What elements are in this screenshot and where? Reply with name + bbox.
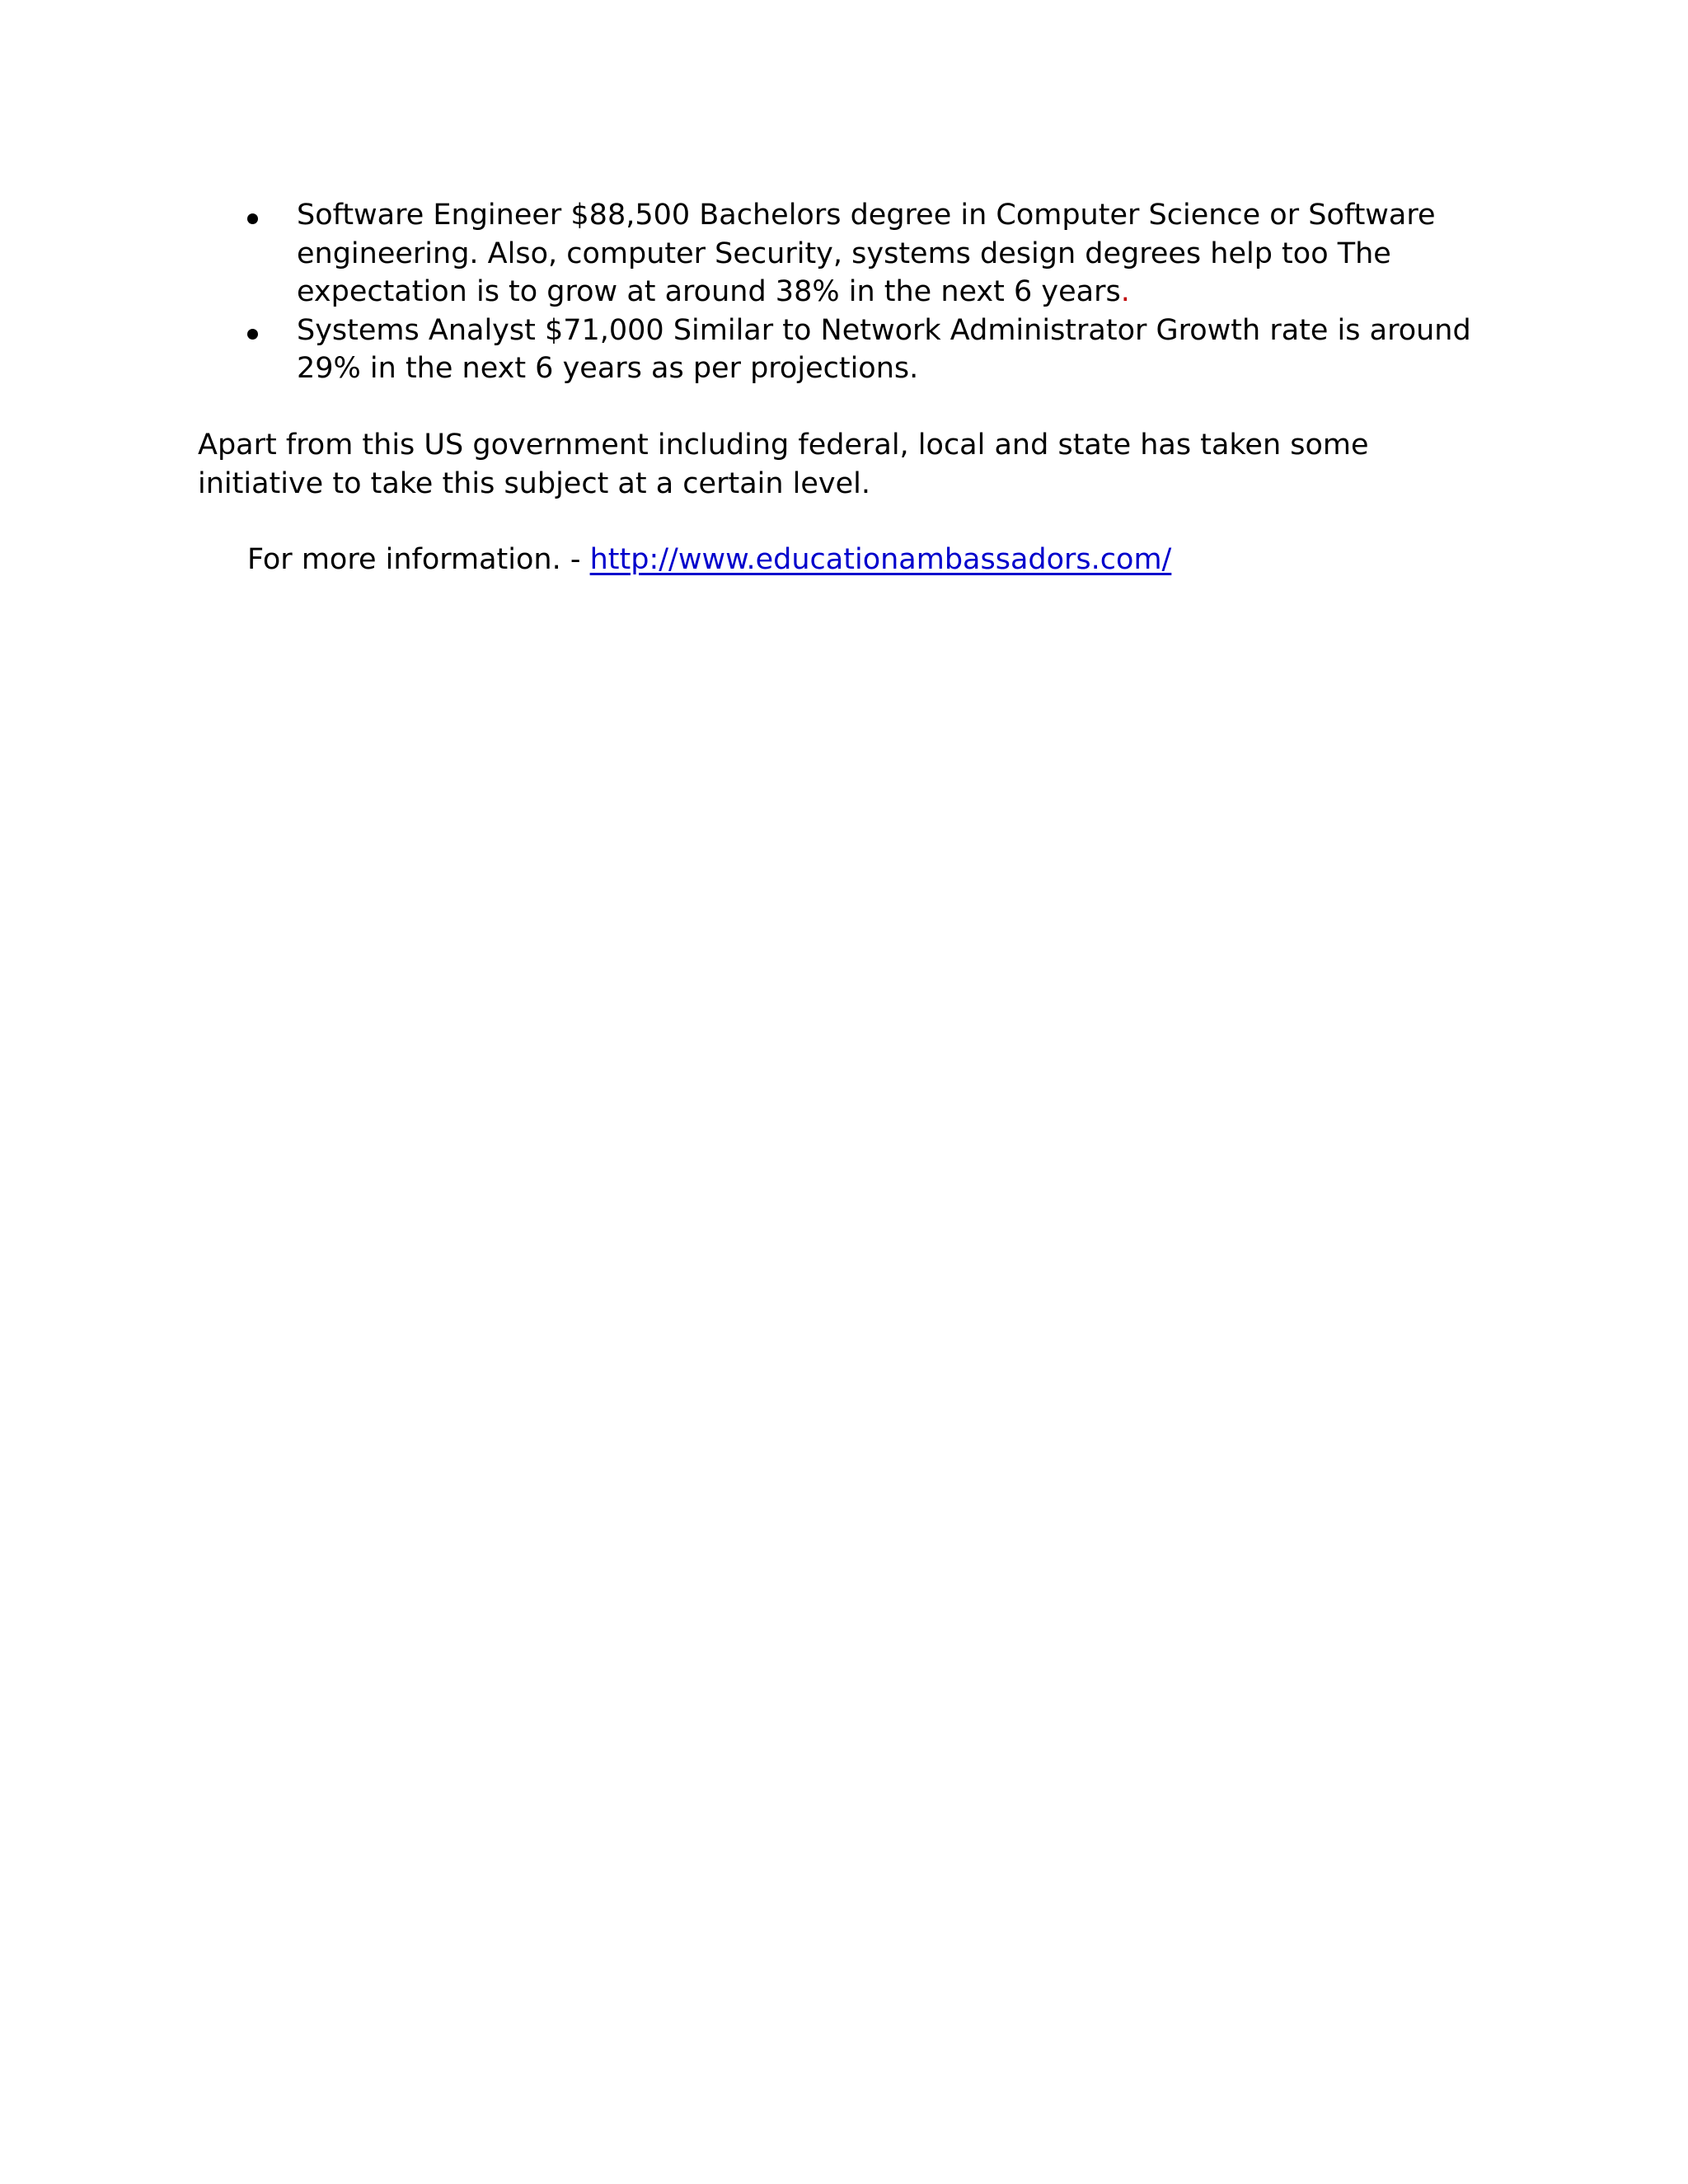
bullet-icon [247,213,258,224]
website-link[interactable]: http://www.educationambassadors.com/ [589,543,1172,576]
list-item [198,312,1484,388]
red-period-mark: . [1120,275,1130,308]
more-info-line [247,541,1484,579]
bullet-text: Software Engineer $88,500 Bachelors degree in Computer Science or Software engineering. Also, computer Security, systems design degrees help too The expectation is to grow at around 38% in the next 6 years [297,199,1436,308]
bullet-icon [247,329,258,340]
body-paragraph: Apart from this US government including federal, local and state has taken some initiative to take this subject at a certain level. [198,429,1369,500]
list-item [198,196,1484,312]
bullet-list [198,196,1484,388]
bullet-text: Systems Analyst $71,000 Similar to Network Administrator Growth rate is around 29% in the next 6 years as per projections. [297,313,1471,385]
more-info-label: For more information. - [247,543,590,576]
